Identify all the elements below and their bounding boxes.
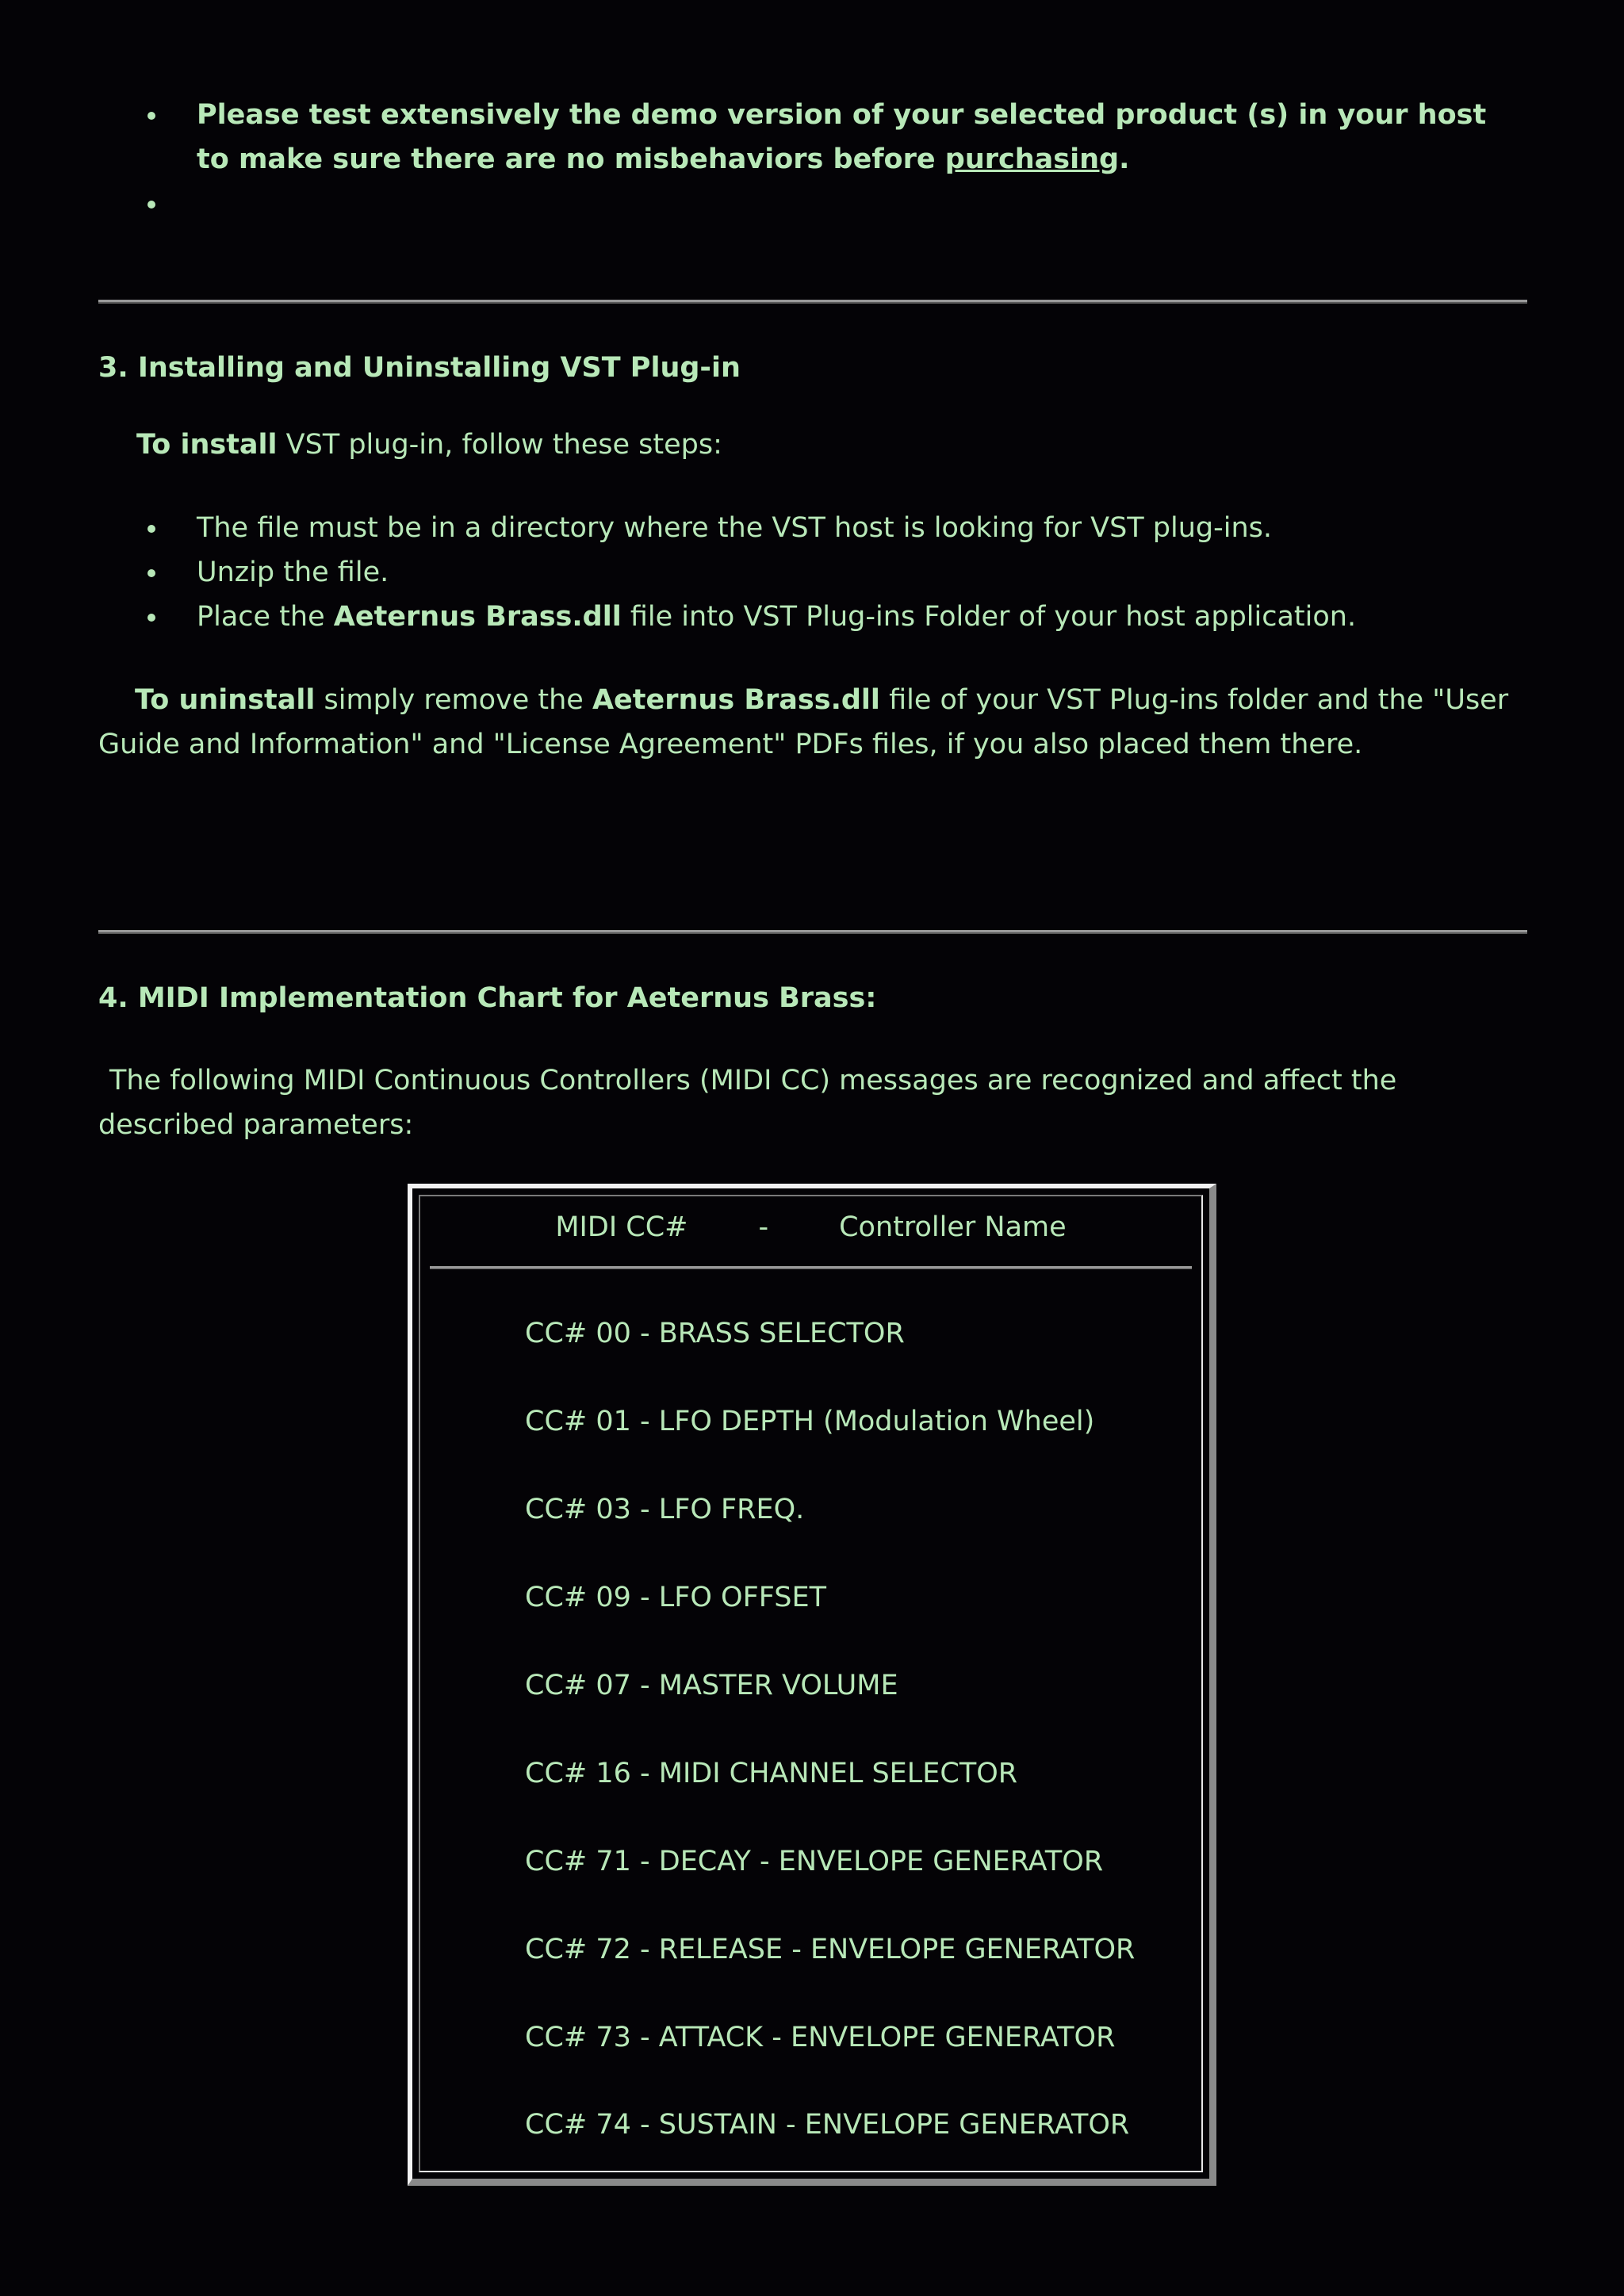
midi-table-inner — [419, 1195, 1203, 2172]
table-row: CC# 16 - MIDI CHANNEL SELECTOR — [525, 1758, 1018, 1789]
uninstall-text: simply remove the — [315, 684, 592, 716]
table-row: CC# 07 - MASTER VOLUME — [525, 1670, 898, 1701]
section-4-heading: 4. MIDI Implementation Chart for Aeternus Brass: — [98, 982, 877, 1014]
table-row: CC# 09 - LFO OFFSET — [525, 1582, 826, 1613]
table-row: CC# 00 - BRASS SELECTOR — [525, 1318, 905, 1349]
list-item — [147, 550, 1496, 595]
midi-implementation-table — [408, 1184, 1216, 2186]
install-intro-text: VST plug-in, follow these steps: — [277, 429, 722, 461]
install-intro — [98, 423, 1527, 467]
purchase-note-text: Please test extensively the demo version of your selected product (s) in your host to make sure there are no misbehaviors before — [197, 99, 1487, 175]
horizontal-divider — [98, 300, 1527, 304]
dll-filename: Aeternus Brass.dll — [333, 601, 622, 633]
table-row: CC# 03 - LFO FREQ. — [525, 1494, 805, 1525]
section-3-heading: 3. Installing and Uninstalling VST Plug-in — [98, 352, 741, 384]
list-item — [147, 506, 1496, 550]
step-text: The file must be in a directory where the VST host is looking for VST plug-ins. — [197, 512, 1273, 544]
purchasing-link[interactable]: purchasing — [944, 144, 1120, 175]
list-item — [147, 595, 1496, 639]
step-text: file into VST Plug-ins Folder of your host application. — [621, 601, 1357, 633]
midi-intro: The following MIDI Continuous Controllers (MIDI CC) messages are recognized and affect the described parameters: — [98, 1065, 1397, 1141]
list-item — [147, 182, 1496, 226]
horizontal-divider — [98, 930, 1527, 934]
table-header: MIDI CC# - Controller Name — [555, 1211, 1067, 1243]
purchase-note-list — [147, 93, 1496, 226]
table-row: CC# 72 - RELEASE - ENVELOPE GENERATOR — [525, 1934, 1136, 1965]
table-row: CC# 74 - SUSTAIN - ENVELOPE GENERATOR — [525, 2109, 1130, 2141]
purchase-note-end: . — [1119, 144, 1130, 175]
list-item — [147, 93, 1496, 182]
uninstall-text-rest: file of your VST Plug-ins folder and the "User Guide and Information" and "License Agreement" PDFs files, if you also placed them there. — [98, 684, 1509, 760]
install-steps-list — [147, 506, 1496, 639]
table-row: CC# 73 - ATTACK - ENVELOPE GENERATOR — [525, 2022, 1116, 2053]
table-row: CC# 01 - LFO DEPTH (Modulation Wheel) — [525, 1406, 1095, 1437]
uninstall-paragraph — [98, 678, 1527, 767]
uninstall-label: To uninstall — [135, 684, 316, 716]
install-label: To install — [136, 429, 278, 461]
table-header-divider — [430, 1266, 1192, 1269]
dll-filename: Aeternus Brass.dll — [592, 684, 880, 716]
table-row: CC# 71 - DECAY - ENVELOPE GENERATOR — [525, 1846, 1104, 1877]
step-text: Place the — [197, 601, 334, 633]
step-text: Unzip the file. — [197, 557, 389, 588]
